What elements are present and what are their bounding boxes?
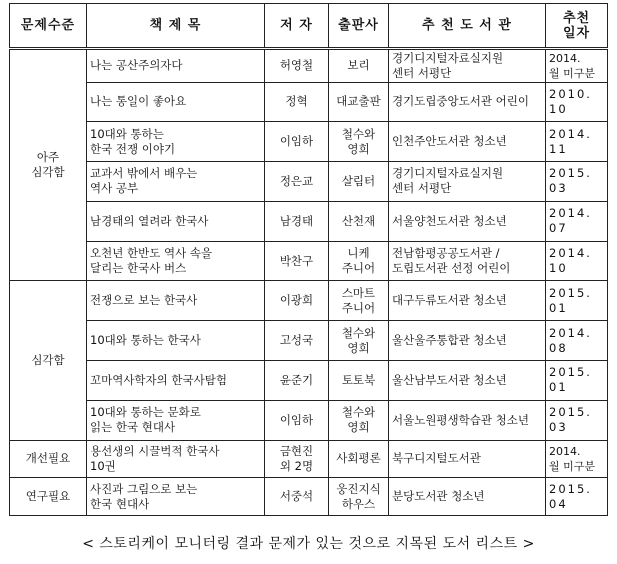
library-cell	[389, 478, 546, 516]
title-cell-line: 사진과 그림으로 보는	[90, 481, 198, 496]
author-cell-line: 이임하	[279, 412, 314, 427]
header-library: 추 천 도 서 관	[389, 4, 546, 49]
library-cell-line: 전남함평공공도서관 /	[392, 246, 500, 261]
author-cell	[265, 122, 329, 162]
date-cell	[546, 49, 608, 83]
author-cell-line: 서중석	[279, 489, 314, 504]
level-cell-line: 아주	[36, 150, 60, 165]
date-cell-line: 01	[549, 380, 568, 395]
author-cell	[265, 241, 329, 281]
library-cell	[389, 122, 546, 162]
author-cell	[265, 360, 329, 400]
header-publisher: 출판사	[329, 4, 389, 49]
author-cell-line: 박찬구	[279, 253, 314, 268]
publisher-cell-line: 하우스	[341, 496, 376, 511]
library-cell	[389, 241, 546, 281]
date-cell	[546, 440, 608, 478]
table-row	[10, 440, 608, 478]
author-cell	[265, 82, 329, 122]
publisher-cell-line: 웅진지식	[336, 481, 381, 496]
title-cell-line: 달리는 한국사 버스	[90, 261, 187, 276]
date-cell	[546, 400, 608, 440]
publisher-cell-line: 주니어	[341, 300, 376, 315]
library-cell-line: 인천주안도서관 청소년	[392, 134, 507, 149]
title-cell	[87, 82, 265, 122]
library-cell-line: 대구두류도서관 청소년	[392, 293, 507, 308]
title-cell	[87, 162, 265, 202]
date-cell	[546, 201, 608, 241]
table-row	[10, 360, 608, 400]
publisher-cell-line: 토토북	[341, 372, 376, 387]
date-cell	[546, 241, 608, 281]
publisher-cell	[329, 241, 389, 281]
author-cell	[265, 440, 329, 478]
date-cell-line: 10	[549, 261, 568, 276]
author-cell-line: 금현진	[279, 443, 314, 458]
publisher-cell	[329, 400, 389, 440]
title-cell-line: 용선생의 시끌벅적 한국사	[90, 443, 220, 458]
date-cell-line: 2014.	[549, 325, 592, 340]
author-cell	[265, 400, 329, 440]
publisher-cell-line: 영희	[347, 340, 370, 355]
level-cell	[10, 49, 87, 281]
publisher-cell	[329, 49, 389, 83]
table-row	[10, 201, 608, 241]
header-date-line: 일자	[562, 25, 591, 41]
library-cell-line: 북구디지털도서관	[392, 451, 481, 466]
publisher-cell-line: 니케	[347, 246, 370, 261]
title-cell-line: 역사 공부	[90, 181, 139, 196]
library-cell-line: 경기디지털자료실지원	[392, 166, 504, 181]
header-date-line: 추천	[562, 10, 591, 26]
library-cell	[389, 400, 546, 440]
table-row	[10, 241, 608, 281]
publisher-cell	[329, 478, 389, 516]
table-row	[10, 400, 608, 440]
date-cell-line: 2014.	[549, 246, 592, 261]
author-cell	[265, 281, 329, 321]
level-cell	[10, 440, 87, 478]
table-body	[10, 49, 608, 516]
author-cell-line: 정혁	[285, 94, 308, 109]
level-cell-line: 연구필요	[25, 489, 71, 504]
date-cell-line: 2014.	[549, 51, 581, 65]
publisher-cell-line: 보리	[347, 58, 370, 73]
publisher-cell	[329, 440, 389, 478]
level-cell-line: 개선필요	[25, 451, 71, 466]
author-cell-line: 윤준기	[279, 372, 314, 387]
library-cell-line: 서울양천도서관 청소년	[392, 213, 507, 228]
title-cell	[87, 440, 265, 478]
date-cell-line: 11	[549, 141, 568, 156]
publisher-cell-line: 철수와	[341, 405, 376, 420]
library-cell	[389, 440, 546, 478]
library-cell-line: 울산울주통합관 청소년	[392, 333, 507, 348]
date-cell-line: 10	[549, 101, 568, 116]
title-cell-line: 한국 현대사	[90, 496, 150, 511]
level-cell-line: 심각함	[31, 352, 65, 367]
publisher-cell	[329, 321, 389, 361]
title-cell	[87, 321, 265, 361]
date-cell	[546, 478, 608, 516]
date-cell-line: 07	[549, 221, 568, 236]
title-cell	[87, 49, 265, 83]
title-cell-line: 10권	[90, 458, 116, 473]
title-cell-line: 읽는 한국 현대사	[90, 420, 176, 435]
table-caption: < 스토리케이 모니터링 결과 문제가 있는 것으로 지목된 도서 리스트 >	[82, 536, 535, 552]
author-cell-line: 외 2명	[279, 458, 314, 473]
author-cell-line: 정은교	[279, 173, 314, 188]
publisher-cell	[329, 162, 389, 202]
author-cell	[265, 162, 329, 202]
table-row	[10, 281, 608, 321]
library-cell-line: 센터 서평단	[392, 181, 452, 196]
publisher-cell-line: 대교출판	[336, 94, 381, 109]
date-cell	[546, 162, 608, 202]
library-cell	[389, 281, 546, 321]
date-cell-line: 2015.	[549, 405, 592, 420]
table-row	[10, 82, 608, 122]
title-cell	[87, 241, 265, 281]
title-cell	[87, 201, 265, 241]
date-cell-line: 월 미구분	[549, 459, 596, 473]
title-cell-line: 전쟁으로 보는 한국사	[90, 293, 198, 308]
level-cell-line: 심각함	[31, 165, 65, 180]
date-cell-line: 2015.	[549, 481, 592, 496]
title-cell-line: 10대와 통하는	[90, 126, 164, 141]
publisher-cell-line: 영희	[347, 141, 370, 156]
library-cell	[389, 49, 546, 83]
title-cell	[87, 122, 265, 162]
date-cell-line: 월 미구분	[549, 66, 596, 80]
table-row	[10, 162, 608, 202]
author-cell-line: 남경태	[279, 213, 314, 228]
library-cell-line: 경기도립중앙도서관 어린이	[392, 94, 529, 109]
title-cell-line: 교과서 밖에서 배우는	[90, 166, 198, 181]
date-cell-line: 01	[549, 300, 568, 315]
publisher-cell-line: 사회평론	[336, 451, 381, 466]
title-cell-line: 남경태의 열려라 한국사	[90, 213, 209, 228]
date-cell	[546, 122, 608, 162]
publisher-cell-line: 철수와	[341, 126, 376, 141]
date-cell	[546, 281, 608, 321]
book-list-table	[9, 3, 608, 516]
library-cell-line: 분당도서관 청소년	[392, 489, 485, 504]
header-author: 저 자	[265, 4, 329, 49]
title-cell-line: 10대와 통하는 문화로	[90, 405, 201, 420]
library-cell-line: 도립도서관 선정 어린이	[392, 261, 511, 276]
author-cell-line: 이광희	[279, 293, 314, 308]
author-cell	[265, 478, 329, 516]
library-cell	[389, 360, 546, 400]
date-cell-line: 08	[549, 340, 568, 355]
publisher-cell	[329, 82, 389, 122]
library-cell-line: 서울노원평생학습관 청소년	[392, 412, 529, 427]
library-cell-line: 경기디지털자료실지원	[392, 50, 504, 65]
author-cell-line: 허영철	[279, 58, 314, 73]
header-row	[10, 4, 608, 49]
date-cell-line: 2015.	[549, 166, 592, 181]
header-level: 문제수준	[10, 4, 87, 49]
publisher-cell	[329, 122, 389, 162]
publisher-cell	[329, 201, 389, 241]
title-cell-line: 오천년 한반도 역사 속을	[90, 246, 213, 261]
date-cell-line: 04	[549, 496, 568, 511]
publisher-cell	[329, 360, 389, 400]
author-cell-line: 고성국	[279, 333, 314, 348]
title-cell-line: 나는 공산주의자다	[90, 58, 183, 73]
header-date	[546, 4, 608, 49]
table-row	[10, 321, 608, 361]
library-cell	[389, 82, 546, 122]
date-cell-line: 2014.	[549, 444, 581, 458]
title-cell	[87, 360, 265, 400]
date-cell	[546, 321, 608, 361]
date-cell-line: 2015.	[549, 365, 592, 380]
date-cell-line: 2014.	[549, 206, 592, 221]
author-cell	[265, 321, 329, 361]
library-cell	[389, 321, 546, 361]
publisher-cell-line: 철수와	[341, 325, 376, 340]
author-cell	[265, 201, 329, 241]
title-cell	[87, 400, 265, 440]
title-cell	[87, 281, 265, 321]
title-cell-line: 나는 통일이 좋아요	[90, 94, 187, 109]
publisher-cell-line: 산천재	[341, 213, 376, 228]
library-cell	[389, 162, 546, 202]
publisher-cell-line: 스마트	[341, 285, 376, 300]
date-cell-line: 2015.	[549, 285, 592, 300]
date-cell-line: 2010.	[549, 86, 592, 101]
level-cell	[10, 281, 87, 440]
table-row	[10, 122, 608, 162]
library-cell	[389, 201, 546, 241]
author-cell	[265, 49, 329, 83]
date-cell-line: 2014.	[549, 126, 592, 141]
date-cell	[546, 82, 608, 122]
date-cell-line: 03	[549, 181, 568, 196]
table-row	[10, 49, 608, 83]
header-title: 책 제 목	[87, 4, 265, 49]
date-cell	[546, 360, 608, 400]
publisher-cell-line: 주니어	[341, 261, 376, 276]
title-cell-line: 꼬마역사학자의 한국사탐험	[90, 372, 227, 387]
table-row	[10, 478, 608, 516]
publisher-cell-line: 영희	[347, 420, 370, 435]
level-cell	[10, 478, 87, 516]
publisher-cell	[329, 281, 389, 321]
library-cell-line: 센터 서평단	[392, 65, 452, 80]
date-cell-line: 03	[549, 420, 568, 435]
title-cell-line: 한국 전쟁 이야기	[90, 141, 176, 156]
title-cell-line: 10대와 통하는 한국사	[90, 333, 201, 348]
library-cell-line: 울산남부도서관 청소년	[392, 372, 507, 387]
author-cell-line: 이임하	[279, 134, 314, 149]
publisher-cell-line: 살림터	[341, 173, 376, 188]
title-cell	[87, 478, 265, 516]
